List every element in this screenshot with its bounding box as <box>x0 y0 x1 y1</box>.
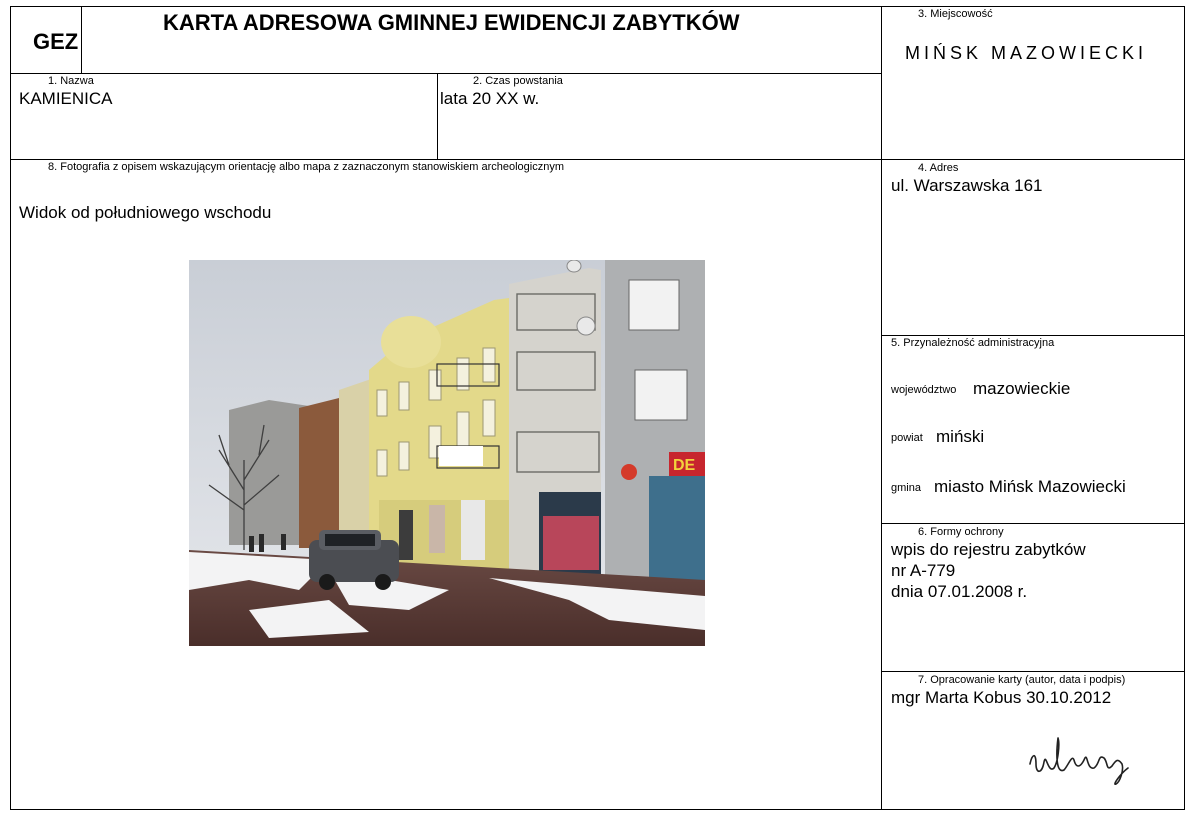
powiat-value: miński <box>936 427 985 446</box>
divider-ochrona <box>881 671 1185 672</box>
fotografia-caption: Widok od południowego wschodu <box>19 203 272 222</box>
divider-adres <box>881 335 1185 336</box>
wojewodztwo-value: mazowieckie <box>973 379 1071 398</box>
divider-row2 <box>10 159 1185 160</box>
gmina-value: miasto Mińsk Mazowiecki <box>934 477 1126 496</box>
yellow-building-gable <box>381 316 441 368</box>
fotografia-label: 8. Fotografia z opisem wskazującym orientację albo mapa z zaznaczonym stanowiskiem archeologicznym <box>48 161 565 173</box>
satellite-dish-1 <box>577 317 595 335</box>
distant-building <box>229 400 309 545</box>
shop-window-1 <box>429 505 445 553</box>
grey-sign-text: DE <box>673 457 696 474</box>
shop-door <box>399 510 413 560</box>
divider-gez <box>81 6 82 73</box>
ochrona-line2: nr A-779 <box>891 561 956 580</box>
miejscowosc-label: 3. Miejscowość <box>918 8 993 20</box>
grey-window-1 <box>629 280 679 330</box>
ochrona-line1: wpis do rejestru zabytków <box>891 540 1086 559</box>
card-title: KARTA ADRESOWA GMINNEJ EWIDENCJI ZABYTKÓW <box>163 10 740 35</box>
white-shop-display <box>543 516 599 570</box>
opracowanie-label: 7. Opracowanie karty (autor, data i podpis) <box>918 674 1126 686</box>
divider-vertical-main <box>881 6 882 810</box>
code-label: GEZ <box>33 29 79 54</box>
powiat-label: powiat <box>891 432 923 444</box>
shop-window-2 <box>461 500 485 560</box>
nazwa-value: KAMIENICA <box>19 89 113 108</box>
divider-przynaleznosc <box>881 523 1185 524</box>
czas-value: lata 20 XX w. <box>440 89 540 108</box>
przynaleznosc-label: 5. Przynależność administracyjna <box>891 337 1055 349</box>
adres-label: 4. Adres <box>918 162 959 174</box>
gmina-label: gmina <box>891 482 921 494</box>
czas-label: 2. Czas powstania <box>473 75 563 87</box>
balcony-banner <box>439 446 483 466</box>
nazwa-label: 1. Nazwa <box>48 75 94 87</box>
satellite-dish-2 <box>567 260 581 272</box>
grey-storefront <box>649 476 705 580</box>
red-logo <box>621 464 637 480</box>
ochrona-label: 6. Formy ochrony <box>918 526 1004 538</box>
signature <box>1020 724 1140 792</box>
grey-window-2 <box>635 370 687 420</box>
opracowanie-value: mgr Marta Kobus 30.10.2012 <box>891 688 1112 707</box>
wojewodztwo-label: województwo <box>891 384 957 396</box>
divider-header <box>10 73 882 74</box>
ochrona-line3: dnia 07.01.2008 r. <box>891 582 1028 601</box>
adres-value: ul. Warszawska 161 <box>891 176 1043 195</box>
building-photo <box>189 260 705 646</box>
miejscowosc-value: MIŃSK MAZOWIECKI <box>905 43 1148 63</box>
divider-nazwa-czas <box>437 73 438 159</box>
